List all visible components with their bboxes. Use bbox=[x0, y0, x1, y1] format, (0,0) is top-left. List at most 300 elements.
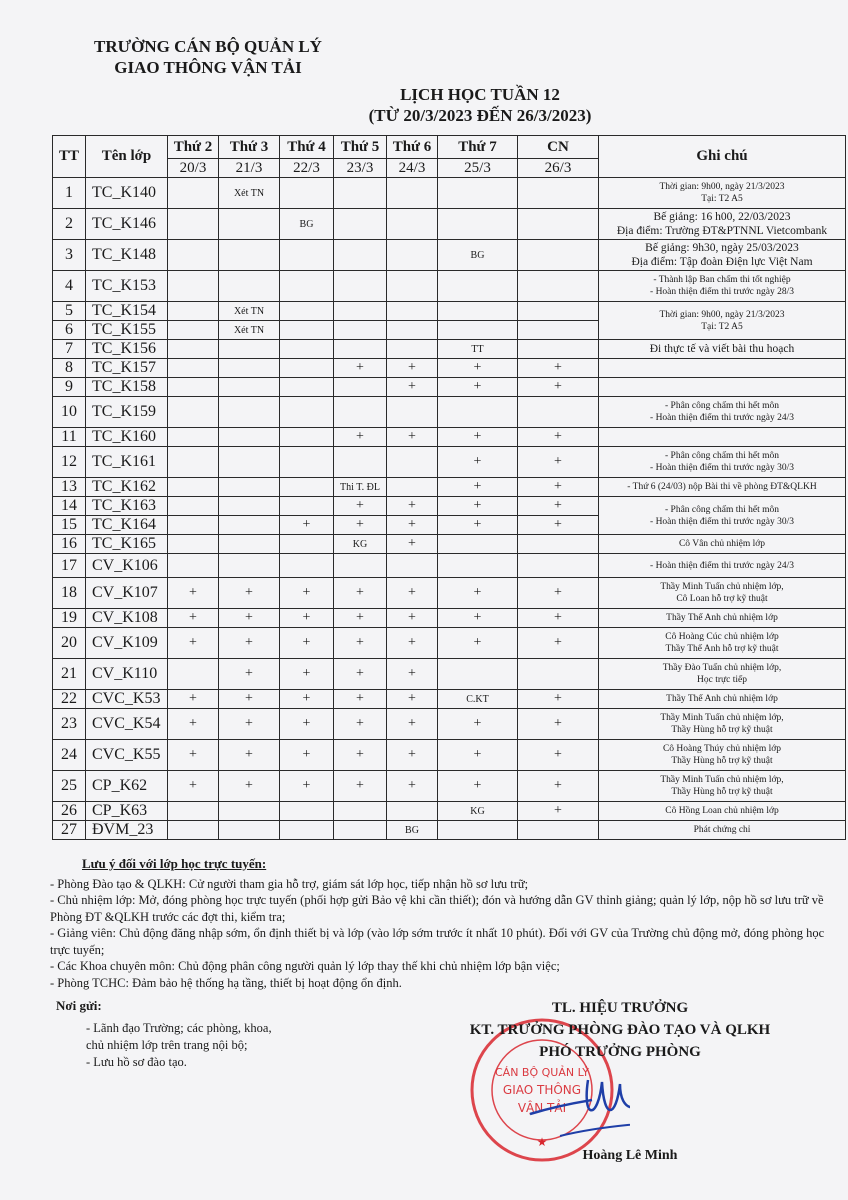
schedule-cell bbox=[518, 397, 599, 428]
note-line: Thầy Thế Anh chủ nhiệm lớp bbox=[666, 613, 778, 623]
class-name: TC_K156 bbox=[86, 340, 168, 359]
schedule-cell bbox=[168, 659, 219, 690]
schedule-cell bbox=[518, 240, 599, 271]
row-number: 26 bbox=[53, 802, 86, 821]
table-row bbox=[53, 447, 846, 478]
note-line: - Hoàn thiện điểm thi trước ngày 28/3 bbox=[650, 287, 794, 297]
note-line: Thầy Đào Tuấn chủ nhiệm lớp, bbox=[662, 663, 782, 673]
recipients-heading: Nơi gửi: bbox=[56, 998, 102, 1013]
date-header: 20/3 bbox=[168, 159, 219, 178]
school-name bbox=[58, 36, 358, 78]
date-header: 23/3 bbox=[334, 159, 387, 178]
schedule-cell bbox=[280, 397, 334, 428]
school-line-2: GIAO THÔNG VẬN TẢI bbox=[114, 58, 302, 77]
note-cell bbox=[599, 447, 846, 478]
schedule-cell: + bbox=[219, 578, 280, 609]
schedule-cell bbox=[219, 397, 280, 428]
schedule-cell bbox=[280, 240, 334, 271]
schedule-cell: + bbox=[518, 478, 599, 497]
note-line: Cô Hoàng Thúy chủ nhiệm lớp bbox=[662, 744, 782, 754]
day-header: CN bbox=[518, 136, 599, 159]
class-name: CP_K63 bbox=[86, 802, 168, 821]
schedule-cell: + bbox=[438, 628, 518, 659]
row-number: 18 bbox=[53, 578, 86, 609]
note-line: - Thứ 6 (24/03) nộp Bài thi về phòng ĐT&QLKH bbox=[627, 482, 817, 492]
schedule-cell: + bbox=[387, 516, 438, 535]
note-line: Thầy Minh Tuấn chủ nhiệm lớp, bbox=[660, 582, 784, 592]
note-cell bbox=[599, 340, 846, 359]
schedule-cell bbox=[280, 321, 334, 340]
schedule-cell: + bbox=[387, 578, 438, 609]
class-name: TC_K165 bbox=[86, 535, 168, 554]
schedule-cell: + bbox=[438, 740, 518, 771]
schedule-cell: + bbox=[334, 359, 387, 378]
schedule-cell: Xét TN bbox=[219, 321, 280, 340]
note-line: Tại: T2 A5 bbox=[701, 194, 743, 204]
row-number: 20 bbox=[53, 628, 86, 659]
class-name: TC_K160 bbox=[86, 428, 168, 447]
class-name: CV_K108 bbox=[86, 609, 168, 628]
schedule-cell: + bbox=[387, 359, 438, 378]
schedule-cell bbox=[518, 554, 599, 578]
row-number: 2 bbox=[53, 209, 86, 240]
schedule-cell: + bbox=[438, 578, 518, 609]
class-name: ĐVM_23 bbox=[86, 821, 168, 840]
schedule-cell bbox=[168, 821, 219, 840]
table-row bbox=[53, 709, 846, 740]
schedule-cell: + bbox=[438, 771, 518, 802]
note-cell bbox=[599, 478, 846, 497]
schedule-cell: + bbox=[334, 609, 387, 628]
stamp-text-1: CÁN BỘ QUẢN LÝ bbox=[495, 1066, 589, 1079]
note-item: - Các Khoa chuyên môn: Chủ động phân công người quản lý lớp thay thế khi chủ nhiệm lớp bận việc; bbox=[50, 959, 560, 973]
row-number: 19 bbox=[53, 609, 86, 628]
schedule-cell: + bbox=[387, 709, 438, 740]
schedule-cell bbox=[387, 302, 438, 321]
schedule-cell bbox=[219, 535, 280, 554]
schedule-cell: + bbox=[280, 659, 334, 690]
note-line: - Hoàn thiện điểm thi trước ngày 30/3 bbox=[650, 516, 794, 527]
note-line: Thầy Minh Tuấn chủ nhiệm lớp, bbox=[660, 713, 784, 723]
table-row bbox=[53, 628, 846, 659]
schedule-cell bbox=[168, 378, 219, 397]
stamp-text-3: VẬN TẢI bbox=[517, 1101, 567, 1115]
row-number: 14 bbox=[53, 497, 86, 516]
note-item: - Chủ nhiệm lớp: Mở, đóng phòng học trực tuyến (phối hợp gửi Bảo vệ khi cần thiết); đón và hướng dẫn GV thỉnh giảng; quản lý lớp, nộp hồ sơ lưu trữ về Phòng ĐT &QLKH trước các đợt thi, kiểm tra; bbox=[50, 893, 824, 924]
class-name: TC_K140 bbox=[86, 178, 168, 209]
note-line: Bế giảng: 9h30, ngày 25/03/2023 bbox=[645, 242, 799, 254]
schedule-cell bbox=[438, 659, 518, 690]
schedule-cell: + bbox=[387, 690, 438, 709]
schedule-cell bbox=[219, 821, 280, 840]
row-number: 22 bbox=[53, 690, 86, 709]
class-name: TC_K163 bbox=[86, 497, 168, 516]
title-line-1: LỊCH HỌC TUẦN 12 bbox=[400, 85, 560, 104]
schedule-cell bbox=[387, 397, 438, 428]
schedule-cell bbox=[387, 209, 438, 240]
note-item: - Phòng TCHC: Đảm bảo hệ thống hạ tầng, thiết bị hoạt động ổn định. bbox=[50, 975, 402, 990]
class-name: CVC_K55 bbox=[86, 740, 168, 771]
notes-heading: Lưu ý đối với lớp học trực tuyến: bbox=[82, 856, 267, 871]
schedule-cell bbox=[518, 209, 599, 240]
schedule-cell bbox=[280, 378, 334, 397]
schedule-cell: + bbox=[334, 690, 387, 709]
class-name: CVC_K54 bbox=[86, 709, 168, 740]
row-number: 17 bbox=[53, 554, 86, 578]
schedule-cell bbox=[438, 178, 518, 209]
schedule-cell bbox=[334, 240, 387, 271]
schedule-cell bbox=[168, 497, 219, 516]
note-item: - Giảng viên: Chủ động đăng nhập sớm, ổn định thiết bị và lớp (vào lớp sớm trước ít nhất 10 phút). Đối với GV của Trường chủ động mở, đóng phòng học trực tuyến; bbox=[50, 926, 825, 957]
schedule-cell bbox=[168, 802, 219, 821]
sign-line-3: PHÓ TRƯỞNG PHÒNG bbox=[539, 1044, 701, 1060]
class-name: TC_K161 bbox=[86, 447, 168, 478]
class-name: TC_K155 bbox=[86, 321, 168, 340]
note-line: Thầy Thế Anh chủ nhiệm lớp bbox=[666, 694, 778, 704]
schedule-cell bbox=[387, 447, 438, 478]
schedule-cell: + bbox=[334, 771, 387, 802]
schedule-cell: + bbox=[518, 740, 599, 771]
schedule-cell: + bbox=[518, 428, 599, 447]
schedule-cell: + bbox=[219, 771, 280, 802]
table-row bbox=[53, 359, 846, 378]
table-row bbox=[53, 771, 846, 802]
schedule-cell bbox=[334, 209, 387, 240]
note-cell bbox=[599, 802, 846, 821]
schedule-cell bbox=[387, 321, 438, 340]
day-header: Thứ 2 bbox=[168, 136, 219, 159]
row-number: 16 bbox=[53, 535, 86, 554]
row-number: 1 bbox=[53, 178, 86, 209]
schedule-cell: C.KT bbox=[438, 690, 518, 709]
note-cell bbox=[599, 428, 846, 447]
schedule-cell bbox=[168, 240, 219, 271]
row-number: 9 bbox=[53, 378, 86, 397]
schedule-cell: Xét TN bbox=[219, 302, 280, 321]
col-name-header: Tên lớp bbox=[86, 136, 168, 178]
note-line: - Hoàn thiện điểm thi trước ngày 24/3 bbox=[650, 560, 794, 571]
row-number: 6 bbox=[53, 321, 86, 340]
class-name: TC_K157 bbox=[86, 359, 168, 378]
row-number: 12 bbox=[53, 447, 86, 478]
note-cell bbox=[599, 709, 846, 740]
schedule-cell bbox=[334, 302, 387, 321]
schedule-cell bbox=[334, 378, 387, 397]
schedule-cell bbox=[219, 428, 280, 447]
schedule-cell bbox=[168, 178, 219, 209]
stamp-star-icon: ★ bbox=[536, 1135, 548, 1149]
schedule-cell bbox=[219, 497, 280, 516]
table-row bbox=[53, 240, 846, 271]
schedule-cell: BG bbox=[280, 209, 334, 240]
schedule-cell: + bbox=[334, 428, 387, 447]
date-header: 25/3 bbox=[438, 159, 518, 178]
schedule-cell bbox=[168, 478, 219, 497]
schedule-cell bbox=[168, 209, 219, 240]
schedule-cell bbox=[387, 271, 438, 302]
table-row bbox=[53, 478, 846, 497]
schedule-cell bbox=[168, 516, 219, 535]
schedule-cell: + bbox=[168, 609, 219, 628]
recipients-list bbox=[86, 1020, 286, 1071]
schedule-cell bbox=[219, 209, 280, 240]
table-row bbox=[53, 428, 846, 447]
note-line: Thầy Hùng hỗ trợ kỹ thuật bbox=[671, 725, 773, 735]
note-cell bbox=[599, 209, 846, 240]
schedule-cell: Thi T. ĐL bbox=[334, 478, 387, 497]
schedule-cell: + bbox=[280, 578, 334, 609]
schedule-cell bbox=[438, 397, 518, 428]
schedule-cell bbox=[280, 178, 334, 209]
schedule-cell bbox=[219, 271, 280, 302]
table-row bbox=[53, 535, 846, 554]
schedule-cell: + bbox=[280, 609, 334, 628]
day-header: Thứ 6 bbox=[387, 136, 438, 159]
schedule-cell bbox=[518, 659, 599, 690]
note-line: Cô Hoàng Cúc chủ nhiệm lớp bbox=[665, 632, 779, 642]
row-number: 7 bbox=[53, 340, 86, 359]
schedule-cell: + bbox=[168, 709, 219, 740]
schedule-cell bbox=[168, 302, 219, 321]
date-header: 24/3 bbox=[387, 159, 438, 178]
schedule-cell bbox=[334, 178, 387, 209]
class-name: TC_K159 bbox=[86, 397, 168, 428]
schedule-cell bbox=[168, 271, 219, 302]
note-cell bbox=[599, 771, 846, 802]
date-header: 22/3 bbox=[280, 159, 334, 178]
title-line-2: (TỪ 20/3/2023 ĐẾN 26/3/2023) bbox=[368, 106, 592, 125]
schedule-cell: + bbox=[387, 740, 438, 771]
school-line-1: TRƯỜNG CÁN BỘ QUẢN LÝ bbox=[94, 37, 322, 56]
schedule-cell: + bbox=[219, 609, 280, 628]
note-cell bbox=[599, 578, 846, 609]
schedule-cell bbox=[280, 302, 334, 321]
schedule-cell: + bbox=[280, 516, 334, 535]
schedule-cell bbox=[334, 554, 387, 578]
schedule-cell: + bbox=[518, 609, 599, 628]
schedule-cell bbox=[168, 397, 219, 428]
schedule-cell bbox=[518, 821, 599, 840]
note-line: - Hoàn thiện điểm thi trước ngày 24/3 bbox=[650, 413, 794, 423]
row-number: 10 bbox=[53, 397, 86, 428]
schedule-cell: BG bbox=[438, 240, 518, 271]
schedule-cell: + bbox=[518, 516, 599, 535]
note-line: Thời gian: 9h00, ngày 21/3/2023 bbox=[659, 182, 785, 192]
table-row bbox=[53, 271, 846, 302]
table-row bbox=[53, 209, 846, 240]
schedule-cell: + bbox=[438, 709, 518, 740]
schedule-cell: + bbox=[438, 497, 518, 516]
schedule-cell: Xét TN bbox=[219, 178, 280, 209]
schedule-cell bbox=[387, 340, 438, 359]
schedule-cell: + bbox=[219, 659, 280, 690]
note-line: Cô Loan hỗ trợ kỹ thuật bbox=[676, 594, 768, 604]
schedule-cell bbox=[168, 554, 219, 578]
row-number: 13 bbox=[53, 478, 86, 497]
class-name: CV_K107 bbox=[86, 578, 168, 609]
schedule-cell bbox=[219, 478, 280, 497]
schedule-cell: + bbox=[518, 578, 599, 609]
class-name: TC_K158 bbox=[86, 378, 168, 397]
note-line: Địa điểm: Trường ĐT&PTNNL Vietcombank bbox=[616, 225, 828, 237]
class-name: CV_K109 bbox=[86, 628, 168, 659]
schedule-table bbox=[52, 135, 846, 840]
schedule-cell: + bbox=[280, 771, 334, 802]
class-name: CV_K106 bbox=[86, 554, 168, 578]
note-line: - Hoàn thiện điểm thi trước ngày 30/3 bbox=[650, 463, 794, 473]
schedule-cell bbox=[334, 340, 387, 359]
schedule-cell: KG bbox=[334, 535, 387, 554]
schedule-cell: + bbox=[387, 609, 438, 628]
row-number: 4 bbox=[53, 271, 86, 302]
col-note-header: Ghi chú bbox=[599, 136, 846, 178]
row-number: 27 bbox=[53, 821, 86, 840]
note-cell bbox=[599, 628, 846, 659]
schedule-cell bbox=[438, 821, 518, 840]
note-cell bbox=[599, 690, 846, 709]
note-cell bbox=[599, 240, 846, 271]
schedule-cell bbox=[280, 554, 334, 578]
schedule-cell bbox=[387, 554, 438, 578]
schedule-cell bbox=[219, 447, 280, 478]
schedule-cell bbox=[518, 178, 599, 209]
stamp-text-2: GIAO THÔNG bbox=[502, 1083, 582, 1097]
note-cell bbox=[599, 397, 846, 428]
schedule-cell bbox=[438, 554, 518, 578]
signer-name: Hoàng Lê Minh bbox=[582, 1148, 678, 1163]
schedule-cell bbox=[334, 321, 387, 340]
signature-block bbox=[440, 997, 800, 1063]
row-number: 25 bbox=[53, 771, 86, 802]
schedule-cell: + bbox=[280, 628, 334, 659]
table-row bbox=[53, 554, 846, 578]
document-title bbox=[300, 84, 660, 126]
schedule-cell: + bbox=[387, 535, 438, 554]
schedule-cell bbox=[280, 802, 334, 821]
schedule-cell: + bbox=[438, 428, 518, 447]
schedule-cell: + bbox=[219, 628, 280, 659]
note-line: Thầy Thế Anh hỗ trợ kỹ thuật bbox=[665, 644, 779, 654]
note-cell bbox=[599, 271, 846, 302]
schedule-cell: + bbox=[219, 740, 280, 771]
note-line: - Phân công chấm thi hết môn bbox=[665, 504, 779, 515]
schedule-cell bbox=[168, 428, 219, 447]
row-number: 3 bbox=[53, 240, 86, 271]
schedule-cell: + bbox=[518, 447, 599, 478]
note-line: Phát chứng chỉ bbox=[693, 825, 751, 835]
table-row bbox=[53, 497, 846, 516]
schedule-cell: + bbox=[334, 740, 387, 771]
class-name: TC_K162 bbox=[86, 478, 168, 497]
schedule-cell: + bbox=[280, 740, 334, 771]
sign-line-1: TL. HIỆU TRƯỞNG bbox=[551, 1000, 689, 1016]
schedule-cell bbox=[219, 802, 280, 821]
schedule-cell: + bbox=[334, 516, 387, 535]
schedule-cell: + bbox=[168, 578, 219, 609]
note-item: - Phòng Đào tạo & QLKH: Cử người tham gia hỗ trợ, giám sát lớp học, tiếp nhận hồ sơ lưu trữ; bbox=[50, 876, 529, 891]
schedule-cell: + bbox=[387, 659, 438, 690]
schedule-cell bbox=[518, 535, 599, 554]
table-row bbox=[53, 659, 846, 690]
schedule-cell bbox=[518, 271, 599, 302]
col-tt-header: TT bbox=[53, 136, 86, 178]
row-number: 5 bbox=[53, 302, 86, 321]
row-number: 21 bbox=[53, 659, 86, 690]
schedule-cell bbox=[387, 240, 438, 271]
table-row bbox=[53, 821, 846, 840]
schedule-cell: + bbox=[438, 447, 518, 478]
note-cell bbox=[599, 554, 846, 578]
schedule-cell bbox=[334, 397, 387, 428]
schedule-cell bbox=[168, 447, 219, 478]
schedule-cell bbox=[280, 821, 334, 840]
schedule-cell bbox=[168, 340, 219, 359]
note-cell bbox=[599, 535, 846, 554]
row-number: 15 bbox=[53, 516, 86, 535]
schedule-cell: + bbox=[280, 690, 334, 709]
schedule-cell bbox=[387, 478, 438, 497]
note-line: Địa điểm: Tập đoàn Điện lực Việt Nam bbox=[631, 256, 813, 268]
schedule-cell: + bbox=[518, 497, 599, 516]
schedule-cell: + bbox=[438, 609, 518, 628]
note-cell bbox=[599, 359, 846, 378]
note-cell bbox=[599, 378, 846, 397]
recipient-item: - Lãnh đạo Trường; các phòng, khoa, chủ nhiệm lớp trên trang nội bộ; bbox=[86, 1021, 272, 1052]
schedule-cell bbox=[518, 340, 599, 359]
schedule-cell: + bbox=[438, 359, 518, 378]
table-row bbox=[53, 178, 846, 209]
schedule-cell: + bbox=[387, 428, 438, 447]
schedule-cell bbox=[219, 240, 280, 271]
note-cell bbox=[599, 609, 846, 628]
schedule-cell bbox=[334, 821, 387, 840]
schedule-cell bbox=[219, 340, 280, 359]
schedule-cell: + bbox=[334, 578, 387, 609]
recipient-item: - Lưu hồ sơ đào tạo. bbox=[86, 1055, 187, 1069]
schedule-cell bbox=[168, 321, 219, 340]
table-row bbox=[53, 302, 846, 321]
schedule-cell bbox=[334, 271, 387, 302]
schedule-cell bbox=[280, 428, 334, 447]
schedule-cell bbox=[438, 321, 518, 340]
row-number: 8 bbox=[53, 359, 86, 378]
table-row bbox=[53, 802, 846, 821]
schedule-cell bbox=[219, 516, 280, 535]
schedule-cell bbox=[168, 535, 219, 554]
schedule-cell: BG bbox=[387, 821, 438, 840]
row-number: 11 bbox=[53, 428, 86, 447]
schedule-cell: TT bbox=[438, 340, 518, 359]
schedule-cell bbox=[334, 802, 387, 821]
note-cell bbox=[599, 659, 846, 690]
schedule-cell: + bbox=[168, 690, 219, 709]
table-row bbox=[53, 378, 846, 397]
day-header: Thứ 7 bbox=[438, 136, 518, 159]
schedule-cell: + bbox=[387, 771, 438, 802]
note-line: - Thành lập Ban chấm thi tốt nghiệp bbox=[653, 275, 791, 285]
schedule-cell bbox=[438, 209, 518, 240]
note-line: Bế giảng: 16 h00, 22/03/2023 bbox=[653, 211, 791, 223]
schedule-cell bbox=[219, 378, 280, 397]
note-line: Thầy Hùng hỗ trợ kỹ thuật bbox=[671, 787, 773, 797]
day-header: Thứ 3 bbox=[219, 136, 280, 159]
schedule-cell: + bbox=[334, 709, 387, 740]
table-row bbox=[53, 609, 846, 628]
schedule-cell: KG bbox=[438, 802, 518, 821]
schedule-cell bbox=[219, 554, 280, 578]
schedule-cell: + bbox=[219, 690, 280, 709]
online-class-notes bbox=[50, 856, 842, 991]
